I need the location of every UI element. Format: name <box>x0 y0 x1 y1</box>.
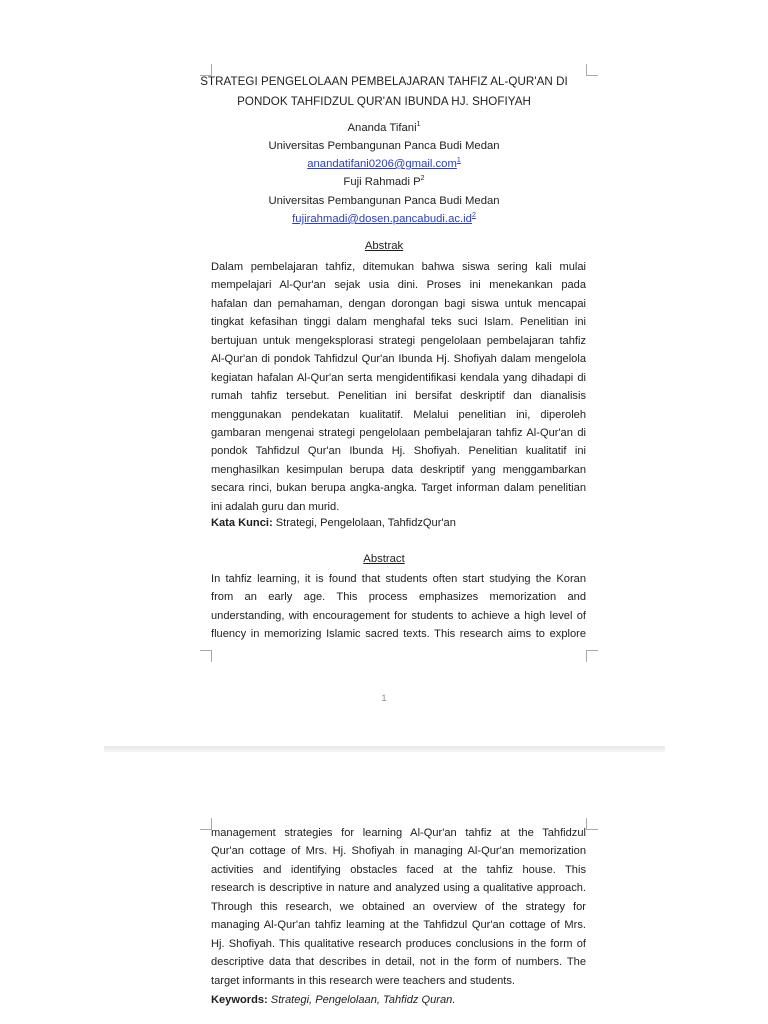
document-page-2 <box>0 754 768 1024</box>
margin-corner-mark <box>586 818 598 830</box>
kata-kunci-label: Kata Kunci: <box>211 517 273 529</box>
abstrak-line: rumah tahfiz tersebut. Penelitian ini bersifat deskriptif dan dianalisis <box>211 390 586 403</box>
abstract-line: from an early age. This process emphasizes memorization and <box>211 591 586 604</box>
abstract-line: In tahfiz learning, it is found that students often start studying the Koran <box>211 573 586 585</box>
abstract-line: managing Al-Qur'an tahfiz leaming at the Tahfidzul Qur'an cottage of Mrs. <box>211 919 586 932</box>
abstract-line: research is descriptive in nature and analyzed using a qualitative approach. <box>211 882 586 895</box>
margin-corner-mark <box>586 650 598 662</box>
abstrak-line: Al-Qur'an di pondok Tahfidzul Qur'an Ibunda Hj. Shofiyah dalam mengelola <box>211 353 586 366</box>
abstrak-line: menggunakan pendekatan kualitatif. Melalui penelitian ini, diperoleh <box>211 408 586 421</box>
abstrak-line: kegiatan hafalan Al-Qur'an serta mengidentifikasi kendala yang dihadapi di <box>211 371 586 384</box>
author-1-email-link[interactable]: anandatifani0206@gmail.com$^1$ <box>307 157 461 170</box>
abstract-line: understanding, with encouragement for students to achieve a high level of <box>211 609 586 622</box>
keywords-label: Keywords: <box>211 994 268 1006</box>
abstract-line: activities and identifying obstacles faced at the tahfiz house. This <box>211 863 586 876</box>
page-number: 1 <box>381 693 387 703</box>
abstrak-line: menghasilkan kesimpulan berupa data deskriptif yang menggambarkan <box>211 463 586 476</box>
page-separator <box>104 746 665 752</box>
keywords <box>211 994 455 1006</box>
abstract-line: target informants in this research were teachers and students. <box>211 974 516 987</box>
author-1-affiliation: Universitas Pembangunan Panca Budi Medan <box>268 140 500 152</box>
author-2-email-link[interactable]: $fujirahmadi@dosen.pancabudi.ac.id^2$ <box>292 212 476 225</box>
paper-title-line-1: STRATEGI PENGELOLAAN PEMBELAJARAN TAHFIZ AL-QUR'AN DI <box>200 75 568 88</box>
margin-corner-mark <box>200 650 212 662</box>
paper-title-line-2: PONDOK TAHFIDZUL QUR'AN IBUNDA HJ. SHOFIYAH <box>237 95 531 108</box>
kata-kunci-values: Strategi, Pengelolaan, TahfidzQur'an <box>272 517 456 529</box>
abstrak-heading: Abstrak <box>364 240 404 252</box>
abstract-line: Hj. Shofiyah. This qualitative research produces conclusions in the form of <box>211 937 586 950</box>
author-1-name: Ananda Tifani$^1$ <box>347 121 421 134</box>
abstrak-line: secara rinci, bukan berupa angka-angka. Target informan dalam penelitian <box>211 482 586 495</box>
abstrak-line: ini adalah guru dan murid. <box>211 500 340 513</box>
abstract-line: descriptive data that describes in detail, not in the form of numbers. The <box>211 956 586 969</box>
abstrak-paragraph <box>211 258 586 516</box>
abstract-line: Through this research, we obtained an overview of the strategy for <box>211 900 586 913</box>
abstract-line: fluency in memorizing Islamic sacred texts. This research aims to explore <box>211 628 586 641</box>
abstrak-line: mempelajari Al-Qur'an sejak usia dini. Proses ini menekankan pada <box>211 279 586 292</box>
abstrak-line: pondok Tahfidzul Qur'an Ibunda Hj. Shofiyah. Penelitian kualitatif ini <box>211 445 586 458</box>
abstract-line: Qur'an cottage of Mrs. Hj. Shofiyah in managing Al-Qur'an memorization <box>211 845 586 858</box>
abstract-paragraph-page-2 <box>211 824 586 990</box>
abstrak-line: Dalam pembelajaran tahfiz, ditemukan bahwa siswa sering kali mulai <box>211 261 586 273</box>
abstrak-line: hafalan dan pemahaman, dengan dorongan bagi siswa untuk mencapai <box>211 297 586 310</box>
author-2-name: Fuji Rahmadi $P^2$ <box>343 175 425 188</box>
abstract-paragraph-page-1 <box>211 570 586 644</box>
abstrak-line: gambaran mengenai strategi pengelolaan pembelajaran tahfiz Al-Qur'an di <box>211 426 586 439</box>
author-2-affiliation: Universitas Pembangunan Panca Budi Medan <box>268 195 500 207</box>
keywords-values: Strategi, Pengelolaan, Tahfidz Quran. <box>267 994 456 1006</box>
abstract-heading: Abstract <box>363 553 405 565</box>
abstract-line: management strategies for learning Al-Qur'an tahfiz at the Tahfidzul <box>211 827 586 839</box>
abstrak-line: bertujuan untuk mengeksplorasi strategi pengelolaan pembelajaran tahfiz <box>211 334 586 347</box>
abstrak-line: tingkat kefasihan tinggi dalam menghafal teks suci Islam. Penelitian ini <box>211 316 586 329</box>
kata-kunci <box>211 517 456 529</box>
